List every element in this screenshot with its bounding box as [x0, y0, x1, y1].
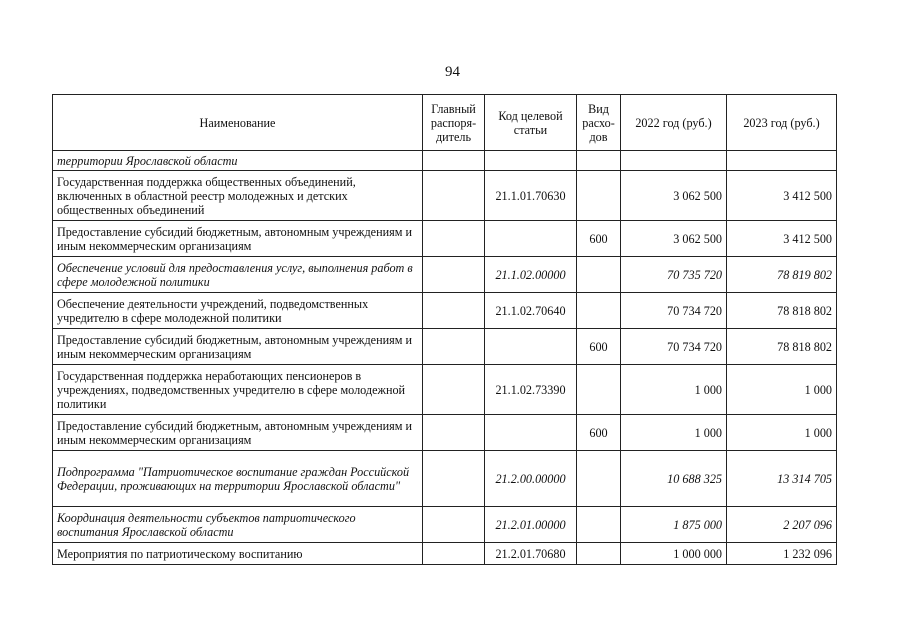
cell-2022: 3 062 500	[621, 221, 727, 257]
column-header-name: Наименование	[53, 95, 423, 151]
table-row	[53, 151, 837, 171]
cell-2023	[727, 151, 837, 171]
column-header-main-manager: Главный распоря-дитель	[423, 95, 485, 151]
cell-2023: 78 818 802	[727, 293, 837, 329]
table-row	[53, 451, 837, 507]
column-header-expense-type: Вид расхо-дов	[577, 95, 621, 151]
cell-2022: 10 688 325	[621, 451, 727, 507]
cell-main-manager	[423, 221, 485, 257]
cell-name: Государственная поддержка неработающих пенсионеров в учреждениях, подведомственных учредителю в сфере молодежной политики	[53, 365, 423, 415]
table-row	[53, 329, 837, 365]
cell-expense-type	[577, 451, 621, 507]
cell-2023: 1 232 096	[727, 543, 837, 565]
cell-main-manager	[423, 415, 485, 451]
cell-2023: 78 818 802	[727, 329, 837, 365]
cell-expense-type: 600	[577, 415, 621, 451]
cell-main-manager	[423, 293, 485, 329]
cell-name: Государственная поддержка общественных объединений, включенных в областной реестр молодежных и детских общественных объединений	[53, 171, 423, 221]
cell-2022: 70 734 720	[621, 293, 727, 329]
cell-target-code	[485, 151, 577, 171]
cell-2022: 1 000	[621, 365, 727, 415]
cell-name: Координация деятельности субъектов патриотического воспитания Ярославской области	[53, 507, 423, 543]
page-number: 94	[445, 64, 460, 80]
cell-target-code: 21.1.02.73390	[485, 365, 577, 415]
cell-name: Обеспечение условий для предоставления услуг, выполнения работ в сфере молодежной политики	[53, 257, 423, 293]
cell-expense-type	[577, 293, 621, 329]
cell-name: Мероприятия по патриотическому воспитанию	[53, 543, 423, 565]
column-header-2022: 2022 год (руб.)	[621, 95, 727, 151]
cell-target-code: 21.2.01.70680	[485, 543, 577, 565]
table-row	[53, 221, 837, 257]
cell-main-manager	[423, 151, 485, 171]
cell-expense-type	[577, 257, 621, 293]
cell-main-manager	[423, 257, 485, 293]
cell-name: территории Ярославской области	[53, 151, 423, 171]
cell-expense-type: 600	[577, 221, 621, 257]
column-header-target-code: Код целевой статьи	[485, 95, 577, 151]
table-row	[53, 415, 837, 451]
table-row	[53, 365, 837, 415]
cell-main-manager	[423, 329, 485, 365]
cell-main-manager	[423, 365, 485, 415]
cell-target-code: 21.1.01.70630	[485, 171, 577, 221]
cell-main-manager	[423, 171, 485, 221]
cell-2023: 3 412 500	[727, 171, 837, 221]
cell-main-manager	[423, 543, 485, 565]
cell-2023: 1 000	[727, 415, 837, 451]
cell-expense-type	[577, 507, 621, 543]
cell-main-manager	[423, 451, 485, 507]
cell-2022: 70 735 720	[621, 257, 727, 293]
cell-name: Предоставление субсидий бюджетным, автономным учреждениям и иным некоммерческим организациям	[53, 415, 423, 451]
cell-name: Подпрограмма "Патриотическое воспитание граждан Российской Федерации, проживающих на территории Ярославской области"	[53, 451, 423, 507]
table-row	[53, 507, 837, 543]
cell-expense-type	[577, 171, 621, 221]
cell-2023: 1 000	[727, 365, 837, 415]
cell-2023: 78 819 802	[727, 257, 837, 293]
cell-expense-type	[577, 543, 621, 565]
cell-2023: 2 207 096	[727, 507, 837, 543]
cell-expense-type	[577, 151, 621, 171]
cell-main-manager	[423, 507, 485, 543]
cell-target-code: 21.2.00.00000	[485, 451, 577, 507]
cell-2022: 70 734 720	[621, 329, 727, 365]
table-row	[53, 543, 837, 565]
cell-target-code	[485, 221, 577, 257]
cell-2022: 3 062 500	[621, 171, 727, 221]
cell-target-code: 21.1.02.70640	[485, 293, 577, 329]
cell-2022: 1 000 000	[621, 543, 727, 565]
table-body	[53, 151, 837, 565]
column-header-2023: 2023 год (руб.)	[727, 95, 837, 151]
table-row	[53, 257, 837, 293]
cell-2022: 1 000	[621, 415, 727, 451]
cell-target-code: 21.2.01.00000	[485, 507, 577, 543]
cell-2022	[621, 151, 727, 171]
cell-target-code	[485, 329, 577, 365]
cell-name: Обеспечение деятельности учреждений, подведомственных учредителю в сфере молодежной политики	[53, 293, 423, 329]
table-row	[53, 171, 837, 221]
cell-target-code: 21.1.02.00000	[485, 257, 577, 293]
cell-expense-type: 600	[577, 329, 621, 365]
cell-2023: 13 314 705	[727, 451, 837, 507]
cell-name: Предоставление субсидий бюджетным, автономным учреждениям и иным некоммерческим организациям	[53, 329, 423, 365]
cell-2023: 3 412 500	[727, 221, 837, 257]
cell-expense-type	[577, 365, 621, 415]
table-header-row	[53, 95, 837, 151]
budget-table	[52, 94, 837, 565]
cell-2022: 1 875 000	[621, 507, 727, 543]
cell-target-code	[485, 415, 577, 451]
table-row	[53, 293, 837, 329]
cell-name: Предоставление субсидий бюджетным, автономным учреждениям и иным некоммерческим организациям	[53, 221, 423, 257]
